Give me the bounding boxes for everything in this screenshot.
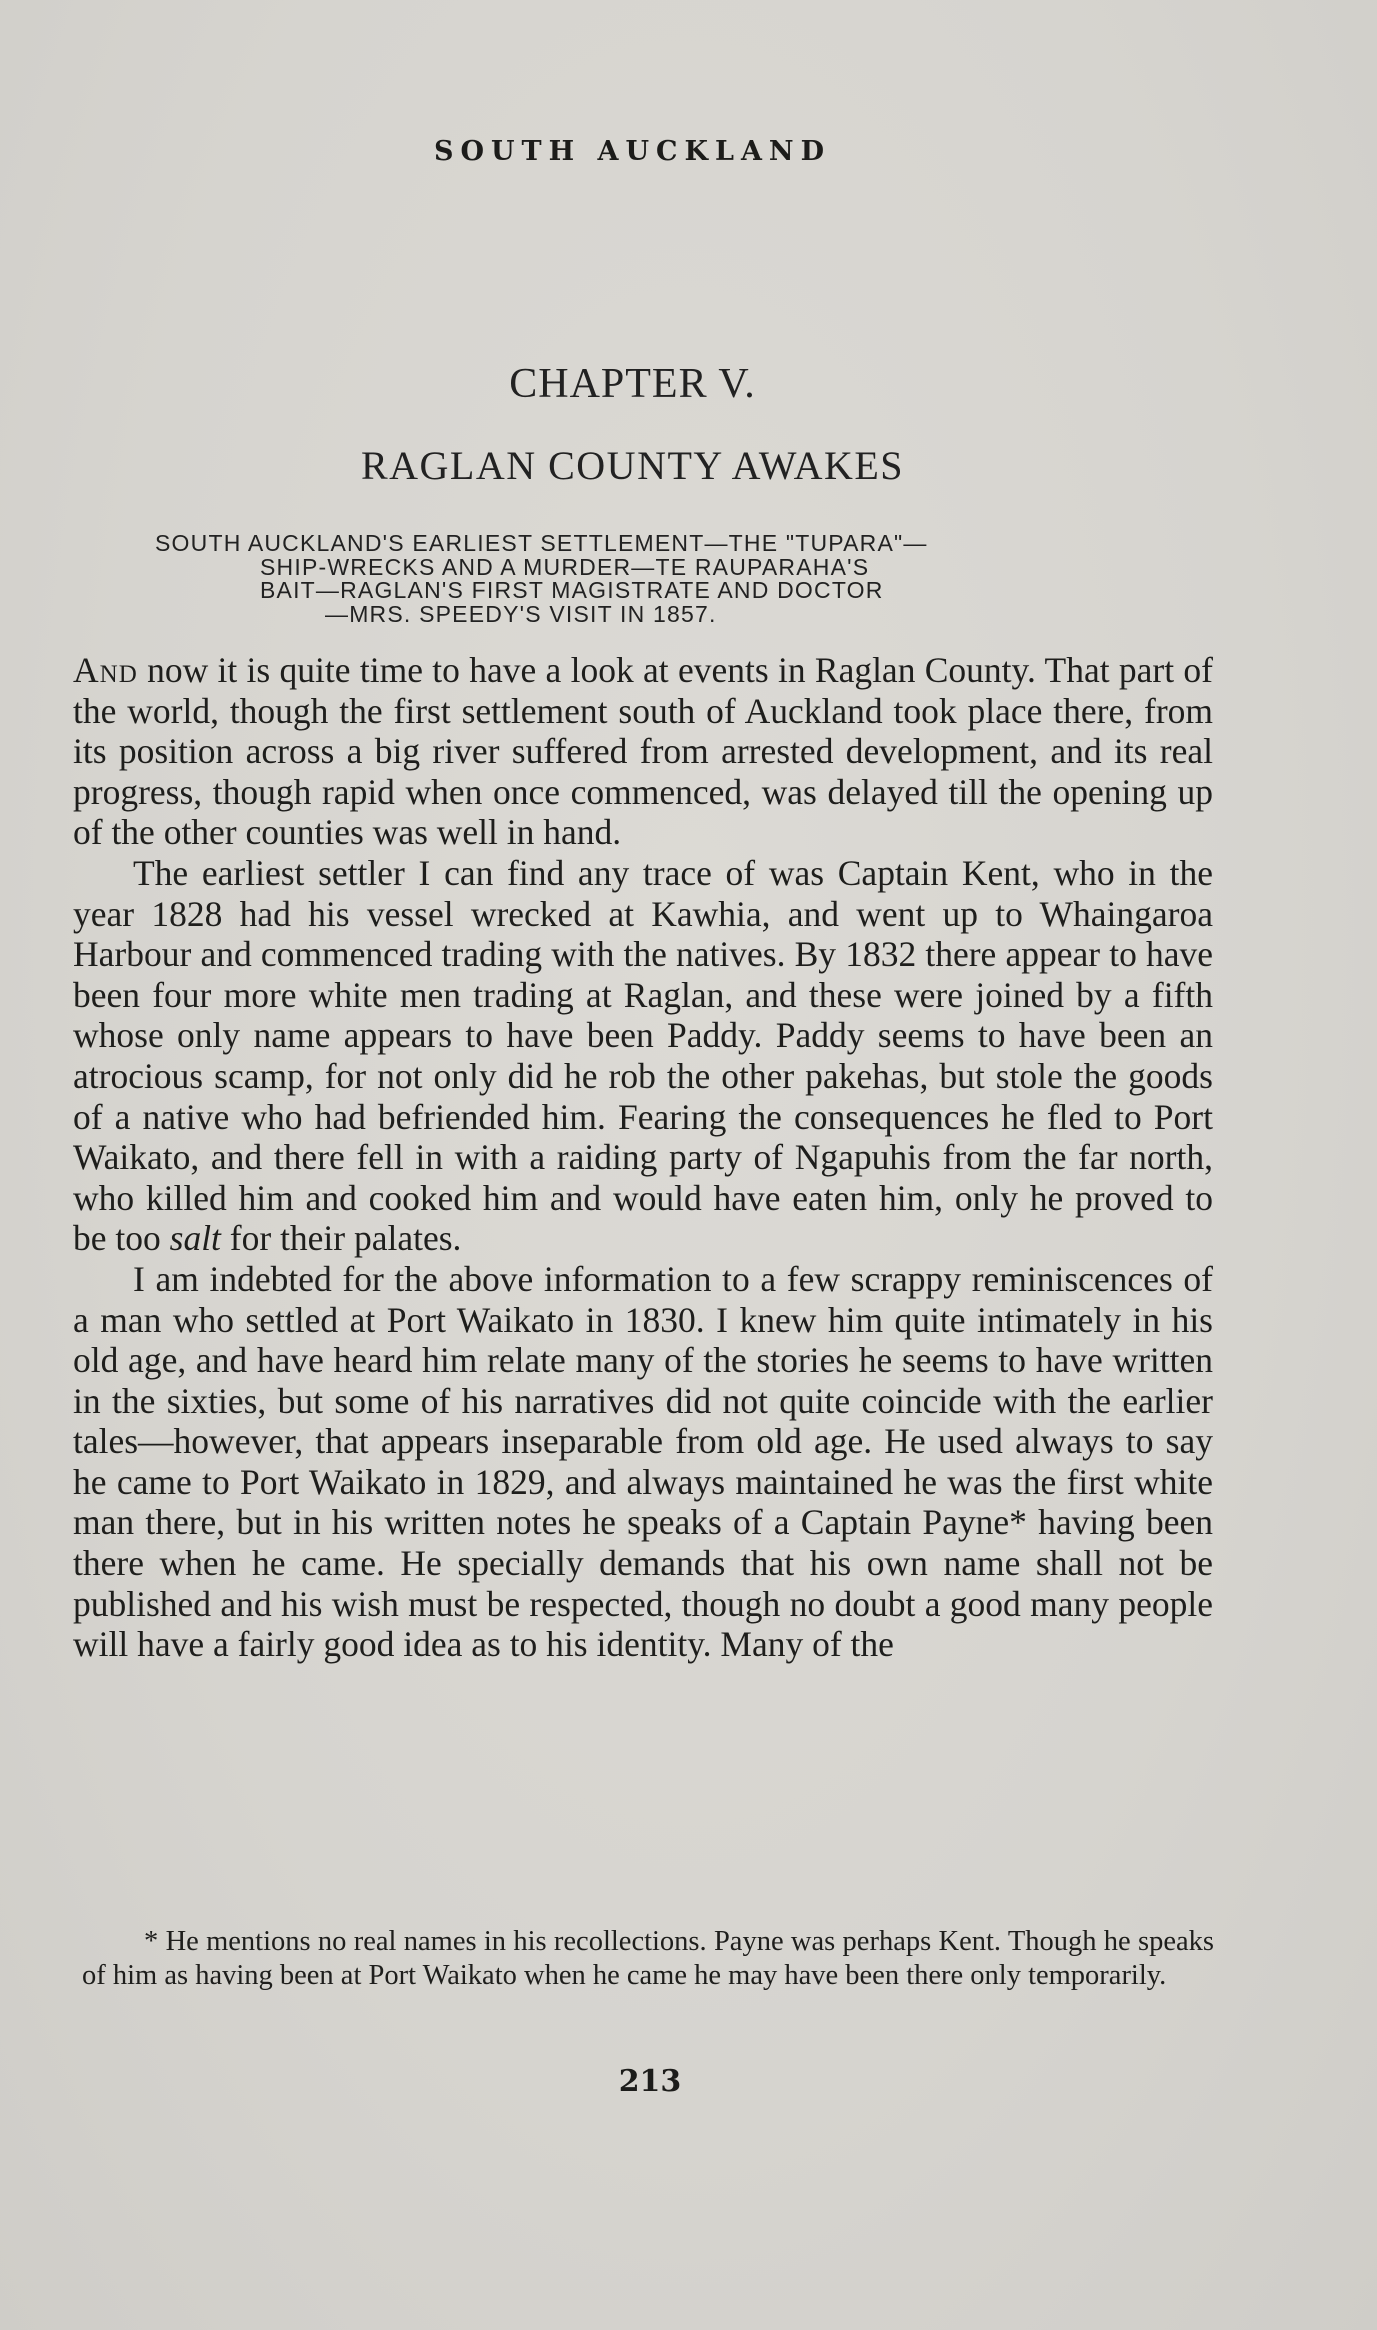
synopsis-line: SOUTH AUCKLAND'S EARLIEST SETTLEMENT—THE "TUPARA"— (155, 530, 928, 556)
chapter-number: CHAPTER V. (509, 361, 756, 407)
synopsis-line: BAIT—RAGLAN'S FIRST MAGISTRATE AND DOCTOR (260, 577, 884, 603)
paragraph-text: I am indebted for the above information to a few scrappy reminiscences of a man who settled at Port Waikato in 1830. I knew him quite intimately in his old age, and have heard him relate many of the stories he seems to have written in the sixties, but some of his narratives did not quite coincide with the earlier tales—however, that appears inseparable from old age. He used always to say he came to Port Waikato in 1829, and always maintained he was the first white man there, but in his written notes he speaks of a Captain Payne* having been there when he came. He specially demands that his own name shall not be published and his wish must be respected, though no doubt a good many people will have a fairly good idea as to his identity. Many of the (73, 1258, 1213, 1665)
chapter-title: RAGLAN COUNTY AWAKES (360, 443, 905, 488)
paragraph-2 (73, 853, 1213, 1259)
synopsis-line: —MRS. SPEEDY'S VISIT IN 1857. (325, 600, 717, 627)
chapter-synopsis (155, 532, 1145, 626)
footnote-text: * He mentions no real names in his recollections. Payne was perhaps Kent. Though he speaks of him as having been at Port Waikato when he came he may have been there only temporarily. (82, 1926, 1214, 1991)
body-text (73, 650, 1213, 1665)
paragraph-1 (73, 650, 1213, 853)
synopsis-line: SHIP-WRECKS AND A MURDER—TE RAUPARAHA'S (260, 553, 870, 580)
paragraph-opening-word: And (73, 650, 138, 690)
page-number: 213 (618, 2064, 682, 2099)
paragraph-text: now it is quite time to have a look at events in Raglan County. That part of the world, though the first settlement south of Auckland took place there, from its position across a big river suffered from arrested development, and its real progress, though rapid when once commenced, was delayed till the opening up of the other counties was well in hand. (73, 650, 1213, 853)
paragraph-text: The earliest settler I can find any trace of was Captain Kent, who in the year 1828 had his vessel wrecked at Kawhia, and went up to Whaingaroa Harbour and commenced trading with the natives. By 1832 there appear to have been four more white men trading at Raglan, and these were joined by a fifth whose only name appears to have been Paddy. Paddy seems to have been an atrocious scamp, for not only did he rob the other pakehas, but stole the goods of a native who had befriended him. Fearing the consequences he fled to Port Waikato, and there fell in with a raiding party of Ngapuhis from the far north, who killed him and cooked him and would have eaten him, only he proved to be too (73, 852, 1213, 1259)
paragraph-text: for their palates. (220, 1218, 462, 1259)
italic-word: salt (169, 1218, 221, 1259)
footnote (82, 1925, 1214, 1993)
running-head: SOUTH AUCKLAND (433, 136, 832, 167)
paragraph-3 (73, 1259, 1213, 1665)
